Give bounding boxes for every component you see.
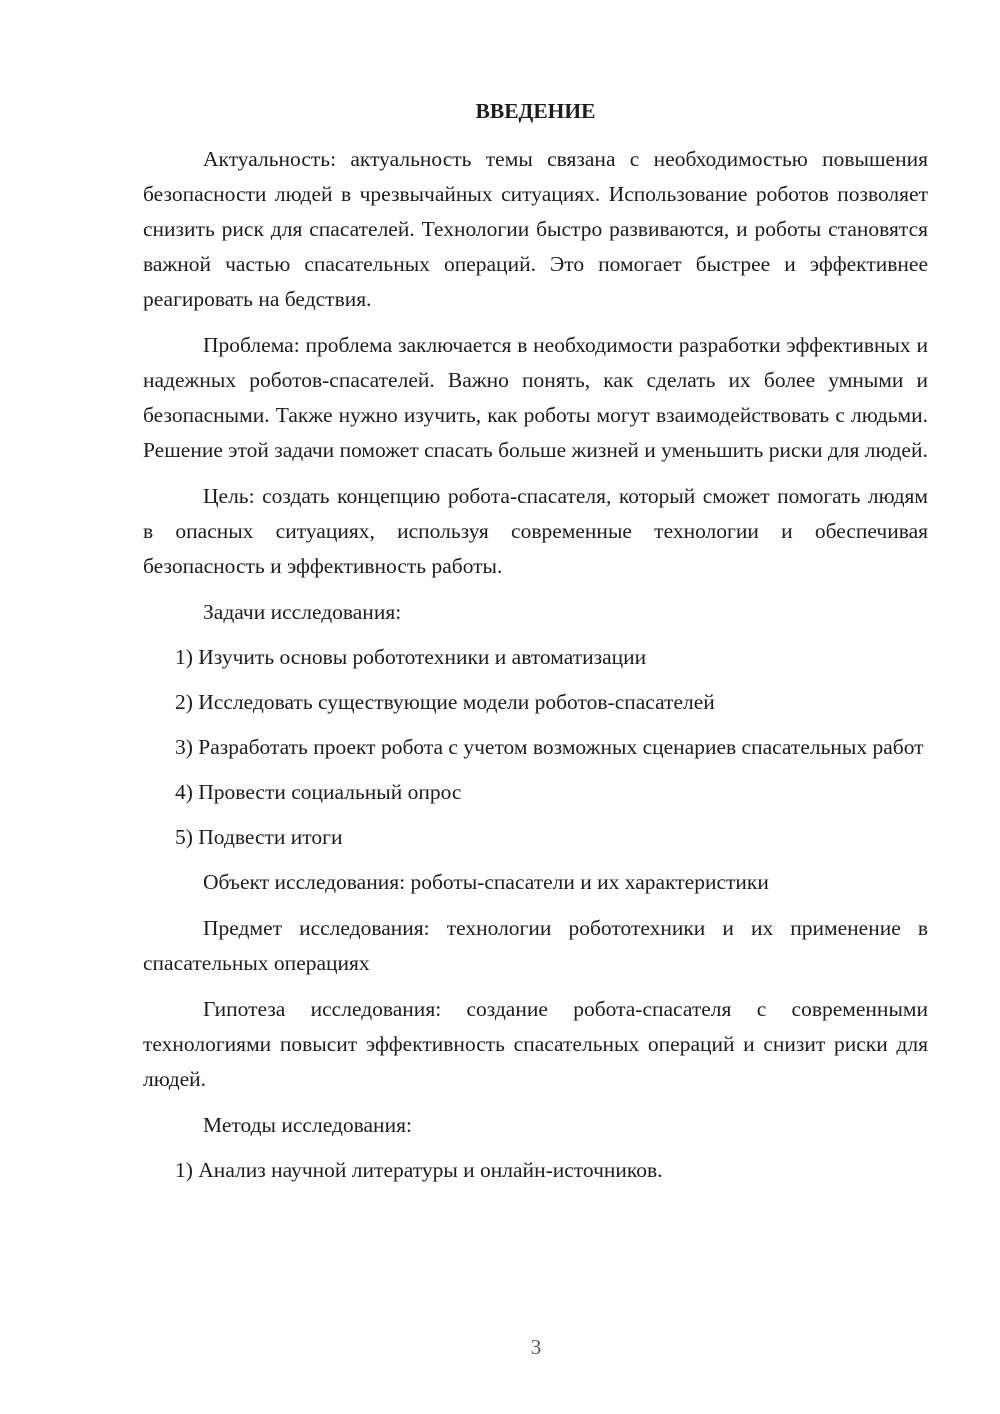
list-item-task-4: 4) Провести социальный опрос — [175, 780, 462, 804]
list-item-task-2: 2) Исследовать существующие модели роботов-спасателей — [175, 690, 715, 714]
list-item-task-5: 5) Подвести итоги — [175, 825, 343, 849]
paragraph-methods-heading: Методы исследования: — [203, 1113, 412, 1137]
list-item-method-1: 1) Анализ научной литературы и онлайн-источников. — [175, 1158, 663, 1182]
paragraph-subject: Предмет исследования: технологии робототехники и их применение в спасательных операциях — [143, 916, 928, 975]
list-item-task-3: 3) Разработать проект робота с учетом возможных сценариев спасательных работ — [175, 735, 924, 759]
document-page — [143, 94, 928, 1198]
section-heading: ВВЕДЕНИЕ — [475, 99, 596, 123]
paragraph-hypothesis: Гипотеза исследования: создание робота-спасателя с современными технологиями повысит эффективность спасательных операций и снизит риски для людей. — [143, 997, 928, 1091]
paragraph-relevance: Актуальность: актуальность темы связана с необходимостью повышения безопасности людей в чрезвычайных ситуациях. Использование роботов позволяет снизить риск для спасателей. Технологии быстро развиваются, и роботы становятся важной частью спасательных операций. Это помогает быстрее и эффективнее реагировать на бедствия. — [143, 147, 928, 311]
page-number: 3 — [530, 1335, 542, 1359]
paragraph-object: Объект исследования: роботы-спасатели и их характеристики — [203, 870, 769, 894]
paragraph-problem: Проблема: проблема заключается в необходимости разработки эффективных и надежных роботов-спасателей. Важно понять, как сделать их более умными и безопасными. Также нужно изучить, как роботы могут взаимодействовать с людьми. Решение этой задачи поможет спасать больше жизней и уменьшить риски для людей. — [143, 333, 928, 462]
list-item-task-1: 1) Изучить основы робототехники и автоматизации — [175, 645, 647, 669]
paragraph-tasks-heading: Задачи исследования: — [203, 600, 402, 624]
paragraph-goal: Цель: создать концепцию робота-спасателя, который сможет помогать людям в опасных ситуациях, используя современные технологии и обеспечивая безопасность и эффективность работы. — [143, 484, 928, 578]
